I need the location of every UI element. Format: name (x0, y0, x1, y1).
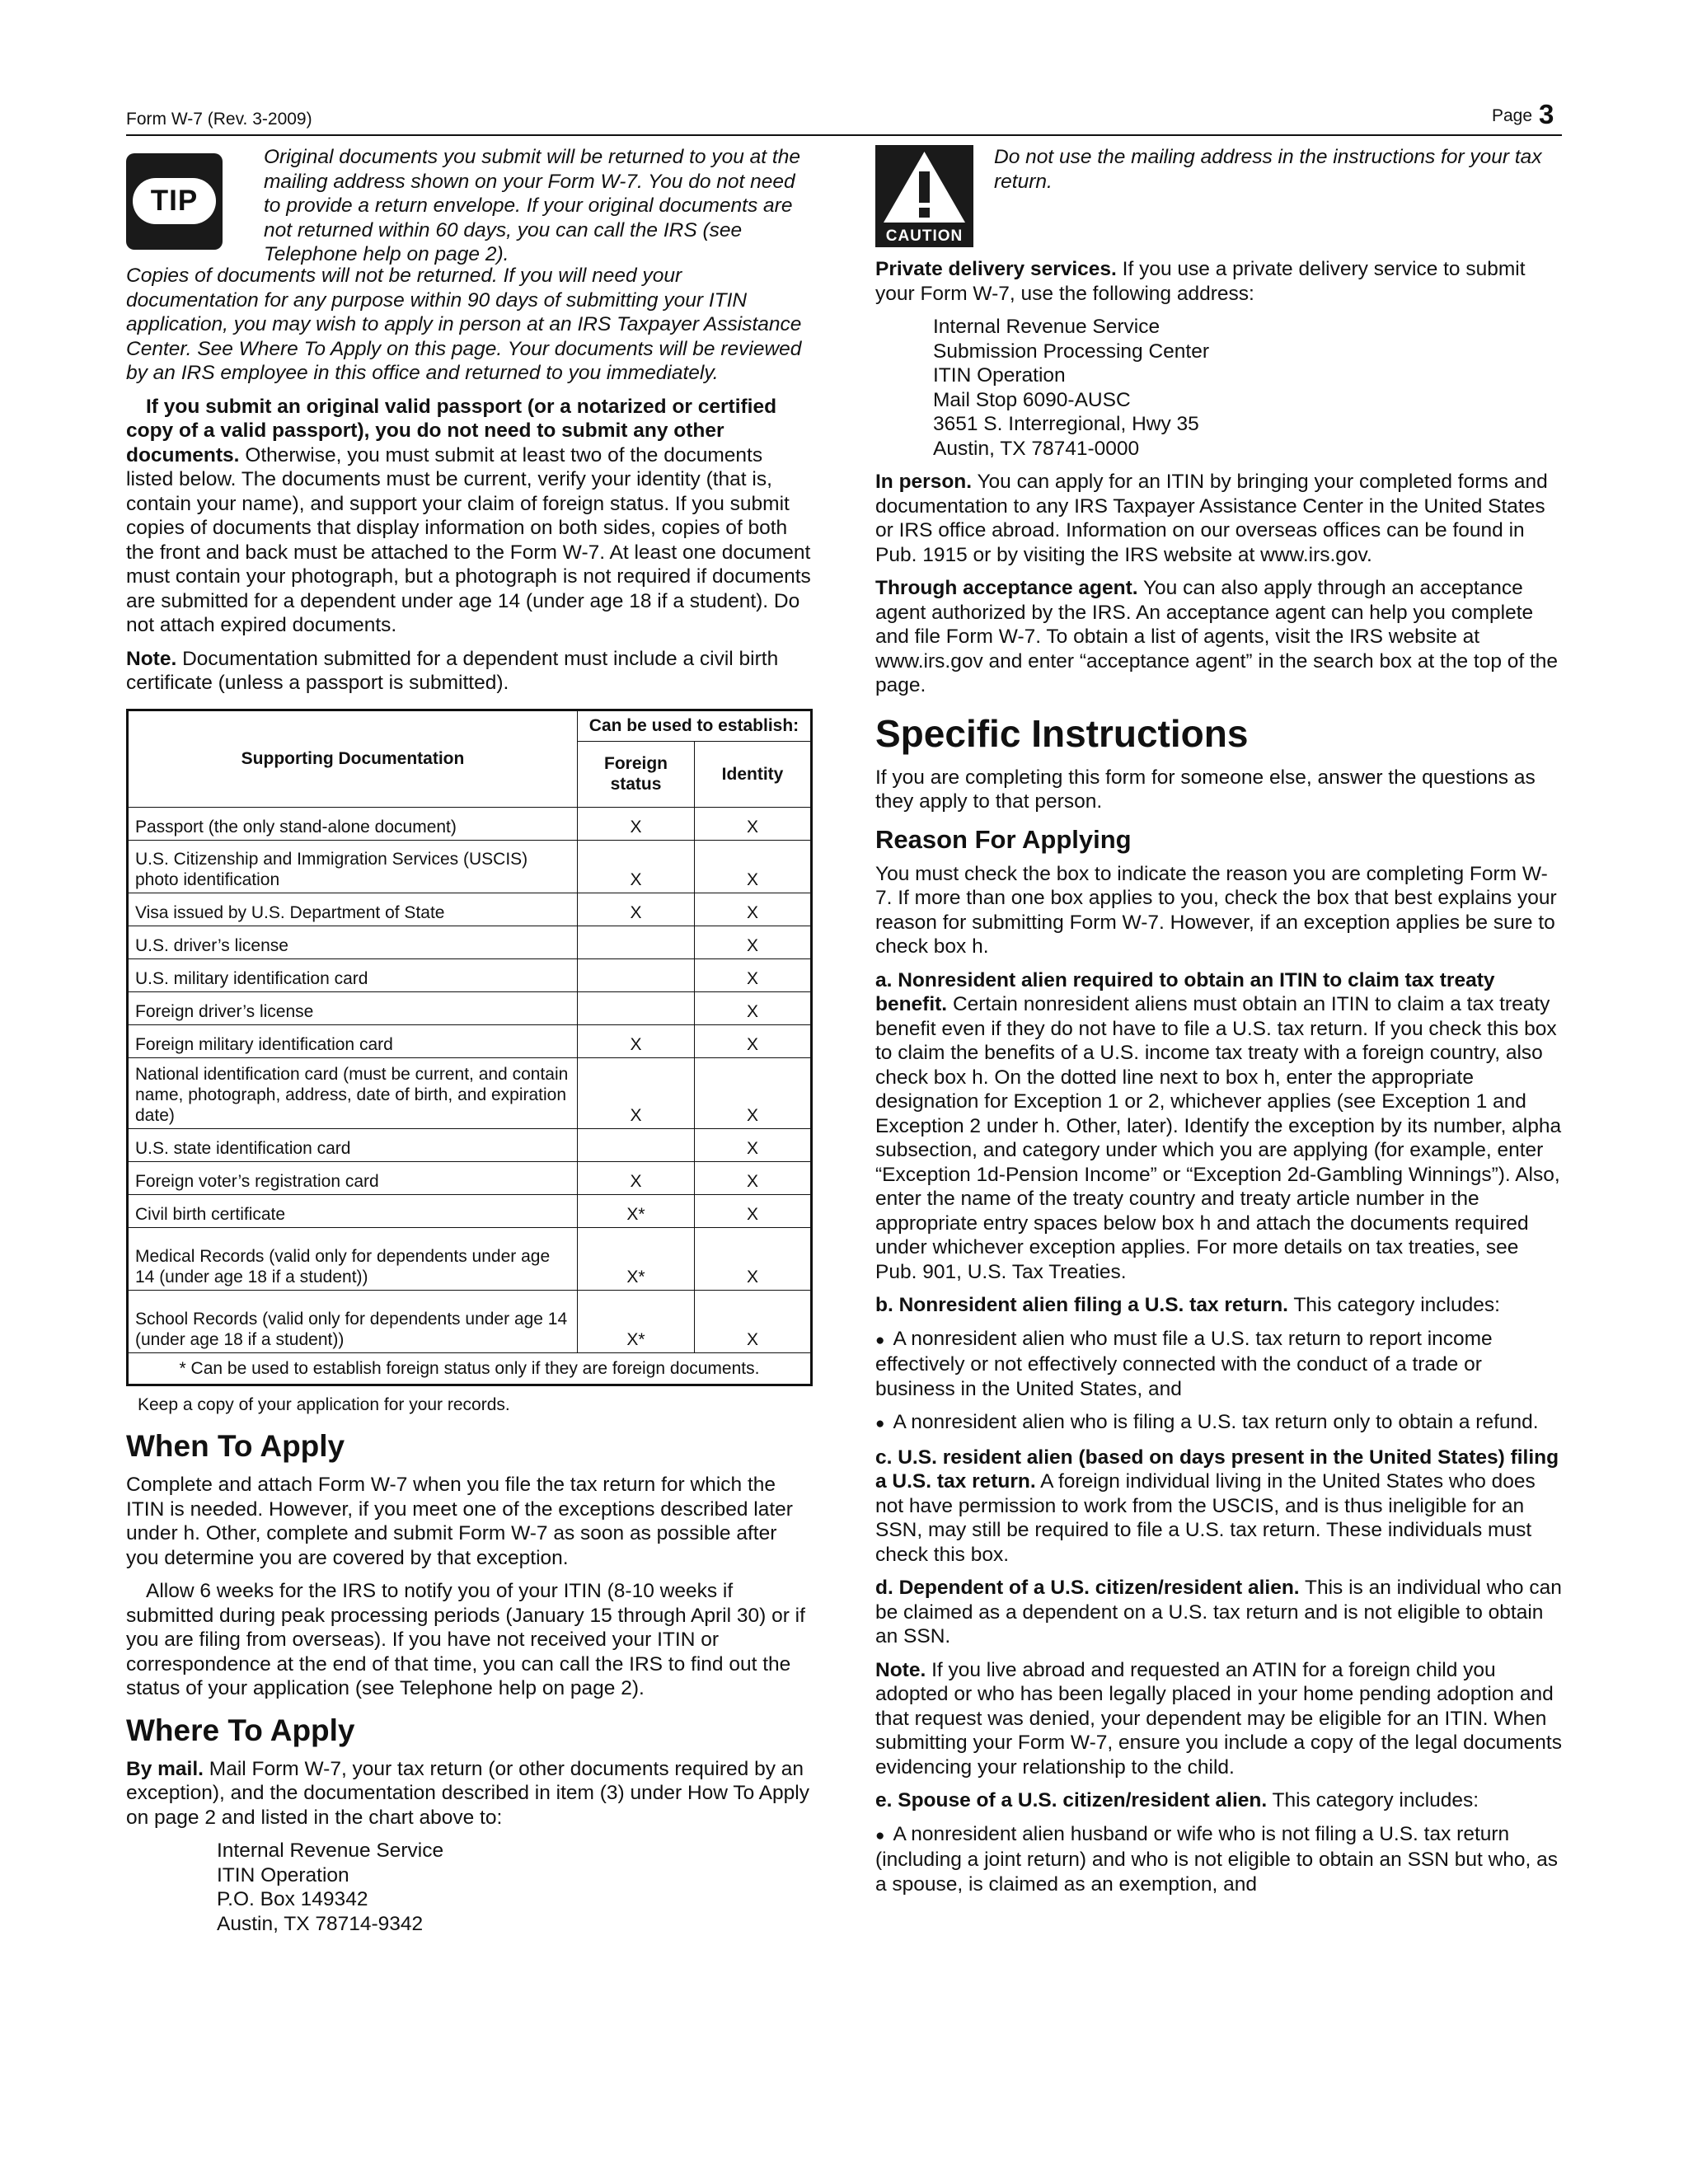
table-row (128, 1290, 812, 1352)
doc-cell: Passport (the only stand-alone document) (128, 807, 578, 840)
table-row (128, 1128, 812, 1161)
address-line: 3651 S. Interregional, Hwy 35 (933, 413, 1199, 435)
table-row (128, 840, 812, 893)
doc-cell: Medical Records (valid only for dependents under age 14 (under age 18 if a student)) (128, 1227, 578, 1290)
left-column (126, 145, 814, 1945)
by-mail-text: Mail Form W-7, your tax return (or other documents required by an exception), and the documentation described in item (3) under How To Apply on page 2 and listed in the chart above to: (126, 1757, 809, 1829)
address-line: Mail Stop 6090-AUSC (933, 388, 1131, 411)
passport-bold: If you submit an original valid passport (or a notarized or certified copy of a valid passport), you do not need to submit any other documents. (126, 395, 777, 466)
supporting-docs-table (126, 709, 813, 1386)
passport-paragraph (126, 395, 814, 638)
in-person-label: In person. (875, 471, 973, 493)
table-row (128, 1227, 812, 1290)
doc-cell: Visa issued by U.S. Department of State (128, 893, 578, 926)
private-delivery-label: Private delivery services. (875, 258, 1117, 280)
acceptance-agent-text: You can also apply through an acceptance agent authorized by the IRS. An acceptance agent can help you complete and file Form W-7. To obtain a list of agents, visit the IRS website at www.irs.gov and enter “acceptance agent” in the search box at the top of the page. (875, 577, 1559, 696)
when-to-apply-heading: When To Apply (126, 1429, 345, 1463)
identity-cell: X (695, 1290, 812, 1352)
address-line: Submission Processing Center (933, 340, 1209, 363)
col-header-foreign: Foreign status (578, 741, 695, 807)
identity-cell: X (695, 926, 812, 958)
address-line: Austin, TX 78714-9342 (217, 1912, 424, 1935)
acceptance-agent-paragraph (875, 576, 1563, 698)
table-row (128, 1194, 812, 1227)
identity-cell: X (695, 1227, 812, 1290)
address-line: Internal Revenue Service (217, 1840, 444, 1862)
foreign-cell: X (578, 1057, 695, 1128)
in-person-text: You can apply for an ITIN by bringing your completed forms and documentation to any IRS Taxpayer Assistance Center in the United States or IRS office abroad. Information on our overseas offices can be found in Pub. 1915 or by visiting the IRS website at www.irs.gov. (875, 471, 1548, 566)
doc-cell: Civil birth certificate (128, 1194, 578, 1227)
when-paragraph-2: Allow 6 weeks for the IRS to notify you of your ITIN (8-10 weeks if submitted during peak processing periods (January 15 through April 30) or if you are filing from overseas). If you have not received your ITIN or correspondence at the end of that time, you can call the IRS to find out the status of your application (see Telephone help on page 2). (126, 1580, 805, 1699)
identity-cell: X (695, 1194, 812, 1227)
warning-triangle-icon (882, 150, 967, 226)
address-line: ITIN Operation (933, 364, 1066, 387)
reason-b-paragraph (875, 1293, 1563, 1318)
atin-note-paragraph (875, 1658, 1563, 1780)
foreign-cell: X* (578, 1194, 695, 1227)
foreign-cell: X (578, 1024, 695, 1057)
where-to-apply-heading: Where To Apply (126, 1713, 355, 1747)
page-indicator (1492, 99, 1554, 129)
doc-cell: U.S. military identification card (128, 958, 578, 991)
reason-for-applying-heading: Reason For Applying (875, 824, 1132, 854)
table-row (128, 1024, 812, 1057)
foreign-cell (578, 958, 695, 991)
table-row (128, 1057, 812, 1128)
tip-text: Original documents you submit will be returned to you at the mailing address shown on your Form W-7. You do not need to provide a return envelope. If your original documents are not returned within 60 days, you can call the IRS (see Telephone help on page 2). (264, 146, 800, 265)
acceptance-agent-label: Through acceptance agent. (875, 577, 1138, 599)
in-person-paragraph (875, 470, 1563, 567)
table-header-row-1 (128, 710, 812, 741)
header-rule (126, 134, 1562, 136)
identity-cell: X (695, 1128, 812, 1161)
reason-e-label: e. Spouse of a U.S. citizen/resident alien. (875, 1789, 1268, 1811)
tip-block (126, 145, 814, 269)
reason-e-text: This category includes: (1272, 1789, 1479, 1811)
reason-a-text: Certain nonresident aliens must obtain an ITIN to claim a tax treaty benefit even if they do not have to file a U.S. tax return. If you check this box to claim the benefits of a U.S. income tax treaty with a foreign country, also check box h. On the dotted line next to box h, enter the appropriate designation for Exception 1 or 2, whichever applies (see Exception 1 and Exception 2 under h. Other, later). Identify the exception by its number, alpha subsection, and category under which you are applying (for example, enter “Exception 1d-Pension Income” or “Exception 2d-Gambling Winnings”). Also, enter the name of the treaty country and treaty article number in the appropriate entry spaces below box h and attach the documents required under whichever exception applies. For more details on tax treaties, see Pub. 901, U.S. Tax Treaties. (875, 993, 1562, 1283)
tip-icon-label: TIP (133, 178, 216, 224)
when-paragraph-1: Complete and attach Form W-7 when you file the tax return for which the ITIN is needed. However, if you meet one of the exceptions described later under h. Other, complete and submit Form W-7 as soon as possible after you determine you are covered by that exception. (126, 1474, 793, 1569)
table-row (128, 926, 812, 958)
doc-cell: U.S. Citizenship and Immigration Services (USCIS) photo identification (128, 840, 578, 893)
page-label: Page (1492, 106, 1533, 125)
identity-cell: X (695, 991, 812, 1024)
mail-address (126, 1839, 814, 1936)
identity-cell: X (695, 840, 812, 893)
reason-e-bullet-1: ● A nonresident alien husband or wife who is not filing a U.S. tax return (including a joint return) and who is not eligible to obtain an SSN but who, as a spouse, is claimed as an exemption, and (875, 1822, 1563, 1897)
table-row (128, 958, 812, 991)
doc-cell: Foreign military identification card (128, 1024, 578, 1057)
reason-a-paragraph (875, 968, 1563, 1285)
address-line: ITIN Operation (217, 1863, 349, 1886)
caution-text: Do not use the mailing address in the instructions for your tax return. (994, 146, 1542, 193)
reason-c-text: A foreign individual living in the United States who does not have permission to work from the USCIS, and is thus ineligible for an SSN, may still be required to file a U.S. tax return. These individuals must check this box. (875, 1470, 1536, 1566)
note-paragraph (126, 647, 814, 696)
tip-icon (126, 153, 223, 250)
col-header-identity: Identity (695, 741, 812, 807)
passport-rest: Otherwise, you must submit at least two of the documents listed below. The documents must be current, verify your identity (that is, contain your name), and support your claim of foreign status. If you submit copies of documents that display information on both sides, copies of both the front and back must be attached to the Form W-7. At least one document must contain your photograph, but a photograph is not required if documents are submitted for a dependent under age 14 (under age 18 if a student). Do not attach expired documents. (126, 443, 811, 636)
identity-cell: X (695, 958, 812, 991)
by-mail-label: By mail. (126, 1757, 204, 1780)
caution-icon (875, 145, 973, 247)
specific-instructions-text: If you are completing this form for someone else, answer the questions as they apply to that person. (875, 766, 1536, 813)
table-row (128, 807, 812, 840)
address-line: Austin, TX 78741-0000 (933, 437, 1140, 460)
reason-d-label: d. Dependent of a U.S. citizen/resident alien. (875, 1577, 1300, 1599)
keep-copy-note: Keep a copy of your application for your records. (138, 1394, 510, 1414)
reason-c-paragraph (875, 1446, 1563, 1568)
table-footnote-row (128, 1352, 812, 1385)
foreign-cell: X (578, 1161, 695, 1194)
note-text: Documentation submitted for a dependent must include a civil birth certificate (unless a passport is submitted). (126, 647, 779, 694)
identity-cell: X (695, 1161, 812, 1194)
doc-cell: U.S. state identification card (128, 1128, 578, 1161)
foreign-cell: X* (578, 1290, 695, 1352)
doc-cell: Foreign driver’s license (128, 991, 578, 1024)
right-column (875, 145, 1563, 1905)
reason-b-text: This category includes: (1293, 1294, 1500, 1316)
address-line: Internal Revenue Service (933, 316, 1160, 338)
caution-icon-label: CAUTION (885, 227, 964, 245)
private-delivery-text: If you use a private delivery service to submit your Form W-7, use the following address: (875, 258, 1526, 305)
doc-cell: School Records (valid only for dependents under age 14 (under age 18 if a student)) (128, 1290, 578, 1352)
private-delivery-address (875, 315, 1563, 461)
identity-cell: X (695, 1024, 812, 1057)
reason-e-paragraph (875, 1788, 1563, 1813)
reason-c-label: c. U.S. resident alien (based on days present in the United States) filing a U.S. tax return. (875, 1446, 1559, 1493)
copies-paragraph: Copies of documents will not be returned. If you will need your documentation for any purpose within 90 days of submitting your ITIN application, you may wish to apply in person at an IRS Taxpayer Assistance Center. See Where To Apply on this page. Your documents will be reviewed by an IRS employee in this office and returned to you immediately. (126, 265, 802, 384)
table-footnote: * Can be used to establish foreign status only if they are foreign documents. (128, 1352, 812, 1385)
reason-b-label: b. Nonresident alien filing a U.S. tax return. (875, 1294, 1288, 1316)
form-title: Form W-7 (Rev. 3-2009) (126, 110, 312, 129)
foreign-cell: X (578, 893, 695, 926)
foreign-cell (578, 991, 695, 1024)
reason-b-bullet-1: ● A nonresident alien who must file a U.S. tax return to report income effectively or not effectively connected with the conduct of a trade or business in the United States, and (875, 1327, 1563, 1402)
table-row (128, 991, 812, 1024)
caution-block (875, 145, 1563, 257)
specific-instructions-heading: Specific Instructions (875, 711, 1249, 755)
identity-cell: X (695, 807, 812, 840)
atin-note-label: Note. (875, 1658, 926, 1681)
identity-cell: X (695, 893, 812, 926)
foreign-cell (578, 926, 695, 958)
doc-cell: U.S. driver’s license (128, 926, 578, 958)
doc-cell: Foreign voter’s registration card (128, 1161, 578, 1194)
reason-text: You must check the box to indicate the reason you are completing Form W-7. If more than one box applies to you, check the box that best explains your reason for submitting Form W-7. However, if an exception applies be sure to check box h. (875, 862, 1557, 958)
reason-d-paragraph (875, 1576, 1563, 1649)
reason-a-label: a. Nonresident alien required to obtain an ITIN to claim tax treaty benefit. (875, 968, 1495, 1015)
by-mail-paragraph (126, 1757, 814, 1830)
identity-cell: X (695, 1057, 812, 1128)
note-label: Note. (126, 647, 177, 670)
page-number: 3 (1539, 99, 1554, 129)
foreign-cell: X (578, 840, 695, 893)
atin-note-text: If you live abroad and requested an ATIN for a foreign child you adopted or who has been legally placed in your home pending adoption and that request was denied, your dependent may be eligible for an ITIN. When submitting your Form W-7, ensure you include a copy of the legal documents evidencing your relationship to the child. (875, 1658, 1562, 1779)
col-header-group: Can be used to establish: (578, 710, 812, 741)
reason-b-bullet-2: ● A nonresident alien who is filing a U.S. tax return only to obtain a refund. (875, 1410, 1563, 1436)
table-row (128, 893, 812, 926)
col-header-doc: Supporting Documentation (128, 710, 578, 807)
doc-cell: National identification card (must be current, and contain name, photograph, address, date of birth, and expiration date) (128, 1057, 578, 1128)
reason-d-text: This is an individual who can be claimed as a dependent on a U.S. tax return and is not eligible to obtain an SSN. (875, 1577, 1562, 1647)
table-row (128, 1161, 812, 1194)
foreign-cell: X (578, 807, 695, 840)
private-delivery-paragraph (875, 257, 1563, 306)
foreign-cell (578, 1128, 695, 1161)
foreign-cell: X* (578, 1227, 695, 1290)
address-line: P.O. Box 149342 (217, 1888, 368, 1910)
